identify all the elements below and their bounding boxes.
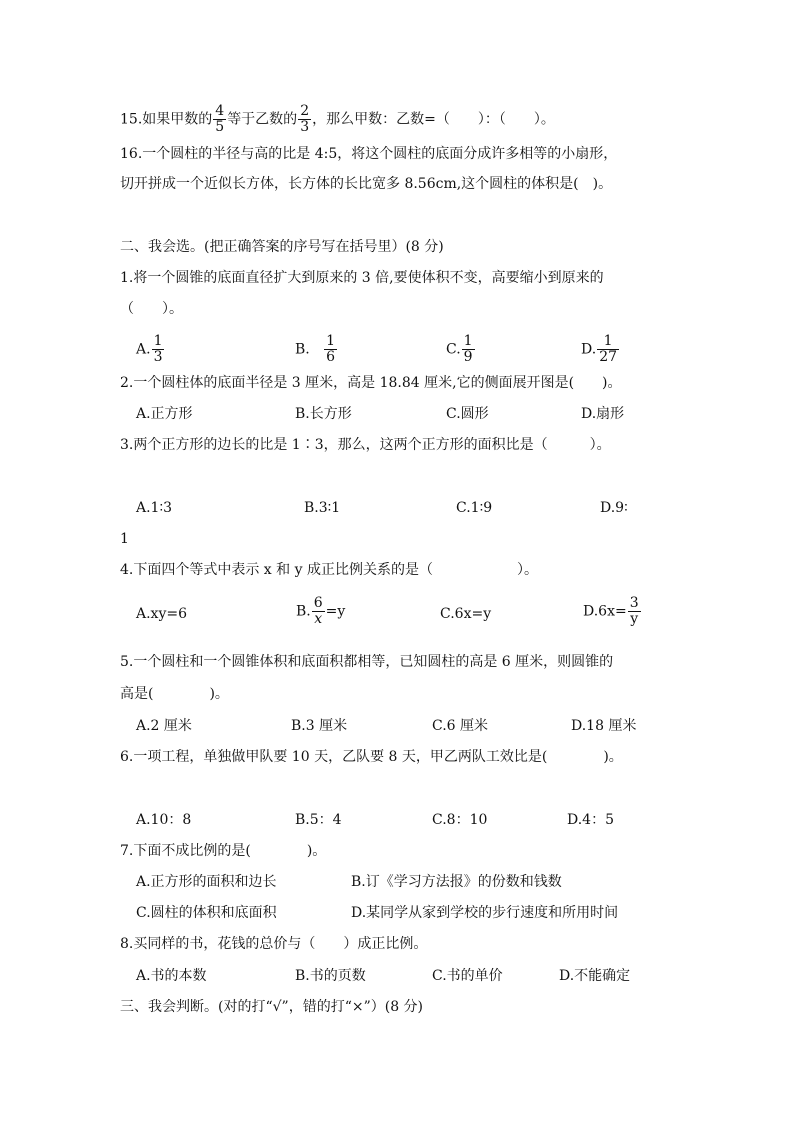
q4-option-d[interactable]: D.6x= $\frac{3}{y}$ bbox=[583, 595, 639, 627]
question-1-line1: 1.将一个圆锥的底面直径扩大到原来的 3 倍,要使体积不变，高要缩小到原来的 bbox=[120, 270, 604, 286]
fraction-2-3: $\frac{2}{3}$ bbox=[300, 103, 310, 135]
q2-option-a[interactable]: A.正方形 bbox=[136, 406, 193, 422]
q7-option-d[interactable]: D.某同学从家到学校的步行速度和所用时间 bbox=[351, 905, 619, 921]
q7-option-b[interactable]: B.订《学习方法报》的份数和钱数 bbox=[351, 874, 562, 890]
q1-option-b[interactable]: B. $\frac{1}{6}$ bbox=[295, 333, 336, 365]
section-2-title: 二、我会选。(把正确答案的序号写在括号里）(8 分) bbox=[120, 239, 444, 255]
q4-option-a[interactable]: A.xy=6 bbox=[136, 606, 188, 622]
q3-option-c[interactable]: C.1∶9 bbox=[456, 500, 493, 516]
q5-option-d[interactable]: D.18 厘米 bbox=[571, 718, 637, 734]
question-3: 3.两个正方形的边长的比是 1∶3，那么，这两个正方形的面积比是（ ）。 bbox=[120, 437, 611, 453]
q8-option-a[interactable]: A.书的本数 bbox=[136, 968, 207, 984]
q4-option-b[interactable]: B. $\frac{6}{x}$ =y bbox=[296, 595, 346, 627]
question-7: 7.下面不成比例的是( )。 bbox=[120, 843, 327, 859]
q5-option-c[interactable]: C.6 厘米 bbox=[432, 718, 489, 734]
q2-option-b[interactable]: B.长方形 bbox=[295, 406, 352, 422]
q2-option-d[interactable]: D.扇形 bbox=[581, 406, 625, 422]
q6-option-a[interactable]: A.10：8 bbox=[136, 812, 192, 828]
q15-text-pre: 15.如果甲数的 bbox=[120, 111, 213, 128]
q4-option-c[interactable]: C.6x=y bbox=[440, 606, 492, 622]
q7-option-a[interactable]: A.正方形的面积和边长 bbox=[136, 874, 277, 890]
q6-option-c[interactable]: C.8：10 bbox=[432, 812, 488, 828]
q3-option-a[interactable]: A.1∶3 bbox=[136, 500, 173, 516]
q3-option-d-wrap: 1 bbox=[120, 531, 129, 547]
q1-option-a[interactable]: A. $\frac{1}{3}$ bbox=[136, 333, 163, 365]
q1-option-c[interactable]: C. $\frac{1}{9}$ bbox=[446, 333, 473, 365]
fraction-1-6: $\frac{1}{6}$ bbox=[326, 333, 336, 365]
q1-option-d[interactable]: D. $\frac{1}{27}$ bbox=[581, 333, 618, 365]
q15-text-mid: 等于乙数的 bbox=[227, 111, 298, 128]
question-1-line2: （ ）。 bbox=[120, 301, 183, 317]
question-6: 6.一项工程，单独做甲队要 10 天，乙队要 8 天，甲乙两队工效比是( )。 bbox=[120, 749, 623, 765]
question-15 bbox=[120, 104, 555, 135]
question-16-line2: 切开拼成一个近似长方体，长方体的长比宽多 8.56cm,这个圆柱的体积是( )。 bbox=[120, 176, 613, 192]
fraction-1-27: $\frac{1}{27}$ bbox=[599, 333, 618, 365]
q8-option-c[interactable]: C.书的单价 bbox=[432, 968, 503, 984]
fraction-3-y: $\frac{3}{y}$ bbox=[629, 595, 639, 627]
q5-option-b[interactable]: B.3 厘米 bbox=[291, 718, 348, 734]
q6-option-d[interactable]: D.4：5 bbox=[567, 812, 614, 828]
q6-option-b[interactable]: B.5：4 bbox=[295, 812, 342, 828]
q3-option-b[interactable]: B.3∶1 bbox=[304, 500, 341, 516]
question-8: 8.买同样的书，花钱的总价与（ ）成正比例。 bbox=[120, 936, 428, 952]
fraction-6-x: $\frac{6}{x}$ bbox=[313, 595, 323, 627]
fraction-1-9: $\frac{1}{9}$ bbox=[463, 333, 473, 365]
question-2: 2.一个圆柱体的底面半径是 3 厘米，高是 18.84 厘米,它的侧面展开图是( )。 bbox=[120, 375, 622, 391]
fraction-4-5: $\frac{4}{5}$ bbox=[215, 103, 225, 135]
fraction-1-3: $\frac{1}{3}$ bbox=[153, 333, 163, 365]
q8-option-d[interactable]: D.不能确定 bbox=[559, 968, 631, 984]
q15-text-post: ，那么甲数：乙数=（ ）：（ ）。 bbox=[312, 111, 555, 128]
q3-option-d[interactable]: D.9∶ bbox=[600, 500, 628, 516]
q8-option-b[interactable]: B.书的页数 bbox=[295, 968, 366, 984]
question-5-line1: 5.一个圆柱和一个圆锥体积和底面积都相等，已知圆柱的高是 6 厘米，则圆锥的 bbox=[120, 654, 614, 670]
question-16-line1: 16.一个圆柱的半径与高的比是 4:5，将这个圆柱的底面分成许多相等的小扇形， bbox=[120, 146, 618, 162]
q5-option-a[interactable]: A.2 厘米 bbox=[136, 718, 192, 734]
question-5-line2: 高是( )。 bbox=[120, 686, 229, 702]
question-4: 4.下面四个等式中表示 x 和 y 成正比例关系的是（ ）。 bbox=[120, 562, 538, 578]
section-3-title: 三、我会判断。(对的打“√”，错的打“×”）(8 分) bbox=[120, 999, 424, 1015]
q2-option-c[interactable]: C.圆形 bbox=[446, 406, 489, 422]
q7-option-c[interactable]: C.圆柱的体积和底面积 bbox=[136, 905, 277, 921]
